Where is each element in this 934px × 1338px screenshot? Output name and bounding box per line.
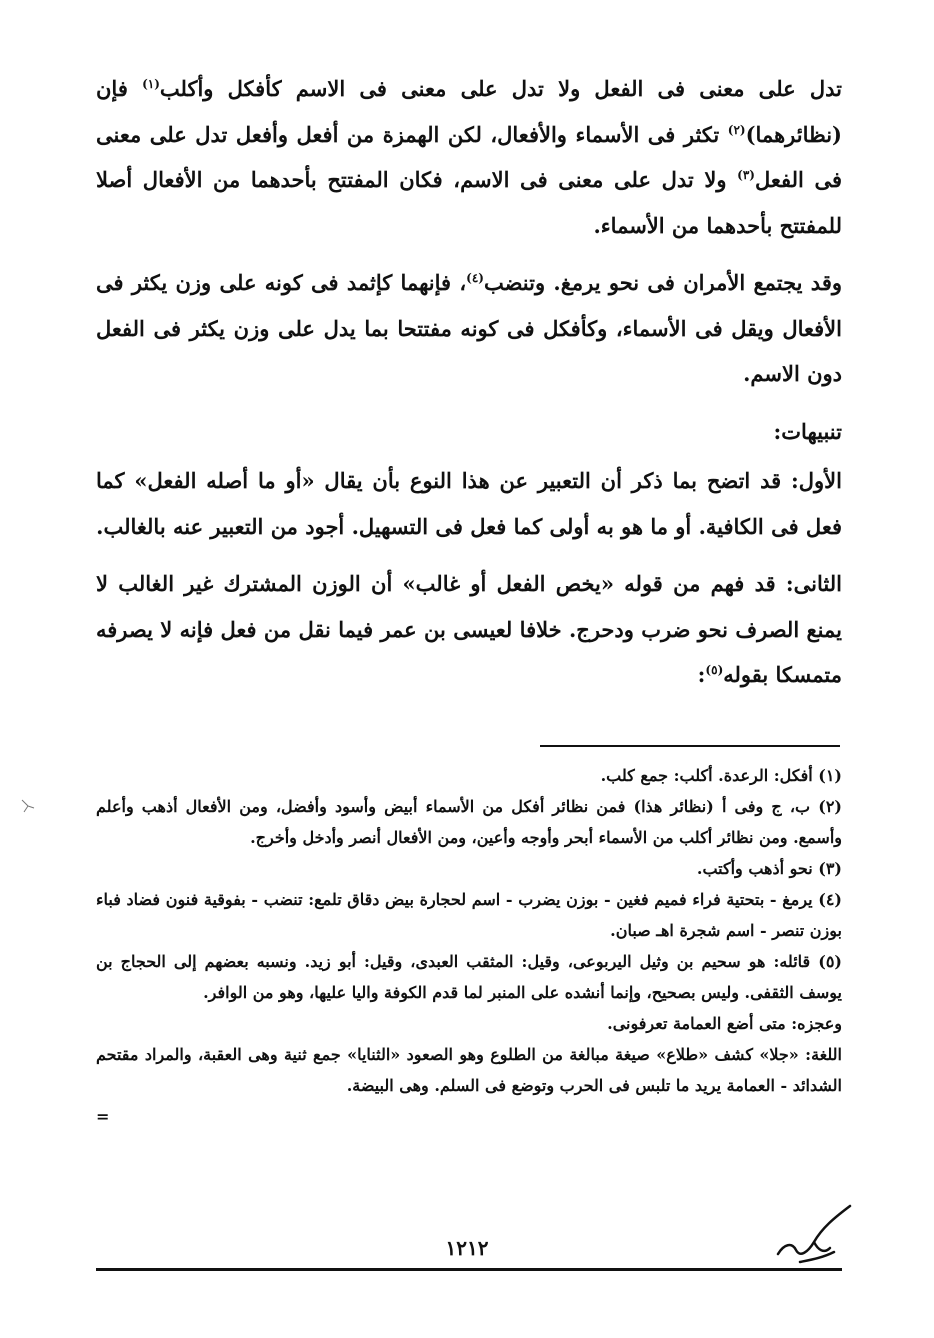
footnote-separator [540,745,840,747]
section-heading: تنبيهات: [773,418,842,444]
paragraph-2: وقد يجتمع الأمران فى نحو يرمغ. وتنضب$^{(٤)}$، فإنهما كإثمد فى كونه على وزن يكثر فى الأفعال ويقل فى الأسماء، وكأفكل فى كونه مفتتحا بما يدل على وزن يكثر فى الفعل دون الاسم. [96,270,843,386]
footnote-5-glossary: اللغة: «جلا» كشف «طلاع» صيغة مبالغة من الطلوع وهو الصعود «الثنايا» جمع ثنية وهى العقبة، والمراد مقتحم الشدائد - العمامة يريد ما تلبس فى الحرب وتوضع فى السلم. وهى البيضة. [96,1045,842,1095]
footnotes [96,760,842,1132]
main-text [96,66,842,710]
footnote-ref-3[interactable]: (٣) [737,168,755,182]
signature-mark-icon [770,1192,860,1272]
footnote-5: (٥) قائله: هو سحيم بن وثيل اليربوعى، وقيل: المثقب العبدى، وقيل: أبو زيد. ونسبه بعضهم إلى الحجاج بن يوسف الثقفى. وليس بصحيح، وإنما أنشده على المنبر لما قدم الكوفة واليا عليها، وهو من الوافر. [96,952,842,1002]
page-number: ١٢١٢ [445,1236,489,1260]
footnote-2: (٢) ب، ج وفى أ (نظائر هذا) فمن نظائر أفكل من الأسماء أبيض وأسود وأفضل، ومن الأفعال أذهب وأعلم وأسمع. ومن نظائر أكلب من الأسماء أبحر وأوجه وأعين، ومن الأفعال أنصر وأدخل وأخرج. [96,797,842,847]
footnote-5-verse: وعجزه: متى أضع العمامة تعرفونى. [607,1014,842,1033]
margin-mark-icon [18,796,38,816]
footnote-1: (١) أفكل: الرعدة. أكلب: جمع كلب. [600,766,842,785]
continuation-mark: = [96,1107,110,1126]
paragraph-4-lead: الثانى: [785,571,842,596]
paragraph-3-lead: الأول: [791,468,842,493]
paragraph-1: تدل على معنى فى الفعل ولا تدل على معنى فى الاسم كأفكل وأكلب$^{(١)}$ فإن (نظائرهما)$^{(٢)}$ تكثر فى الأسماء والأفعال، لكن الهمزة من أفعل وأفعل تدل على معنى فى الفعل$^{(٣)}$ ولا تدل على معنى فى الاسم، فكان المفتتح بأحدهما من الأفعال أصلا للمفتتح بأحدهما من الأسماء. [96,76,843,238]
paragraph-3: الأول: قد اتضح بما ذكر أن التعبير عن هذا النوع بأن يقال «أو ما أصله الفعل» كما فعل فى الكافية. أو ما هو به أولى كما فعل فى التسهيل. أجود من التعبير عنه بالغالب. [96,468,842,539]
bottom-rule [96,1268,842,1271]
footnote-ref-5[interactable]: (٥) [705,663,724,677]
footnote-ref-2[interactable]: (٢) [727,122,746,137]
footnote-ref-1[interactable]: (١) [142,77,160,91]
footnote-4: (٤) يرمغ - بتحتية فراء فميم فغين - بوزن يضرب - اسم لحجارة بيض دقاق تلمع: تنضب - بفوقية فنون فضاد فباء بوزن تنصر - اسم شجرة اهـ صبان. [96,890,842,940]
footnote-3: (٣) نحو أذهب وأكتب. [696,859,842,878]
paragraph-4: الثانى: قد فهم من قوله «يخص الفعل أو غالب» أن الوزن المشترك غير الغالب لا يمنع الصرف نحو ضرب ودحرج. خلافا لعيسى بن عمر فيما نقل من فعل فإنه لا يصرفه متمسكا بقوله$^{(٥)}$: [96,571,842,687]
footnote-ref-4[interactable]: (٤) [466,271,484,285]
